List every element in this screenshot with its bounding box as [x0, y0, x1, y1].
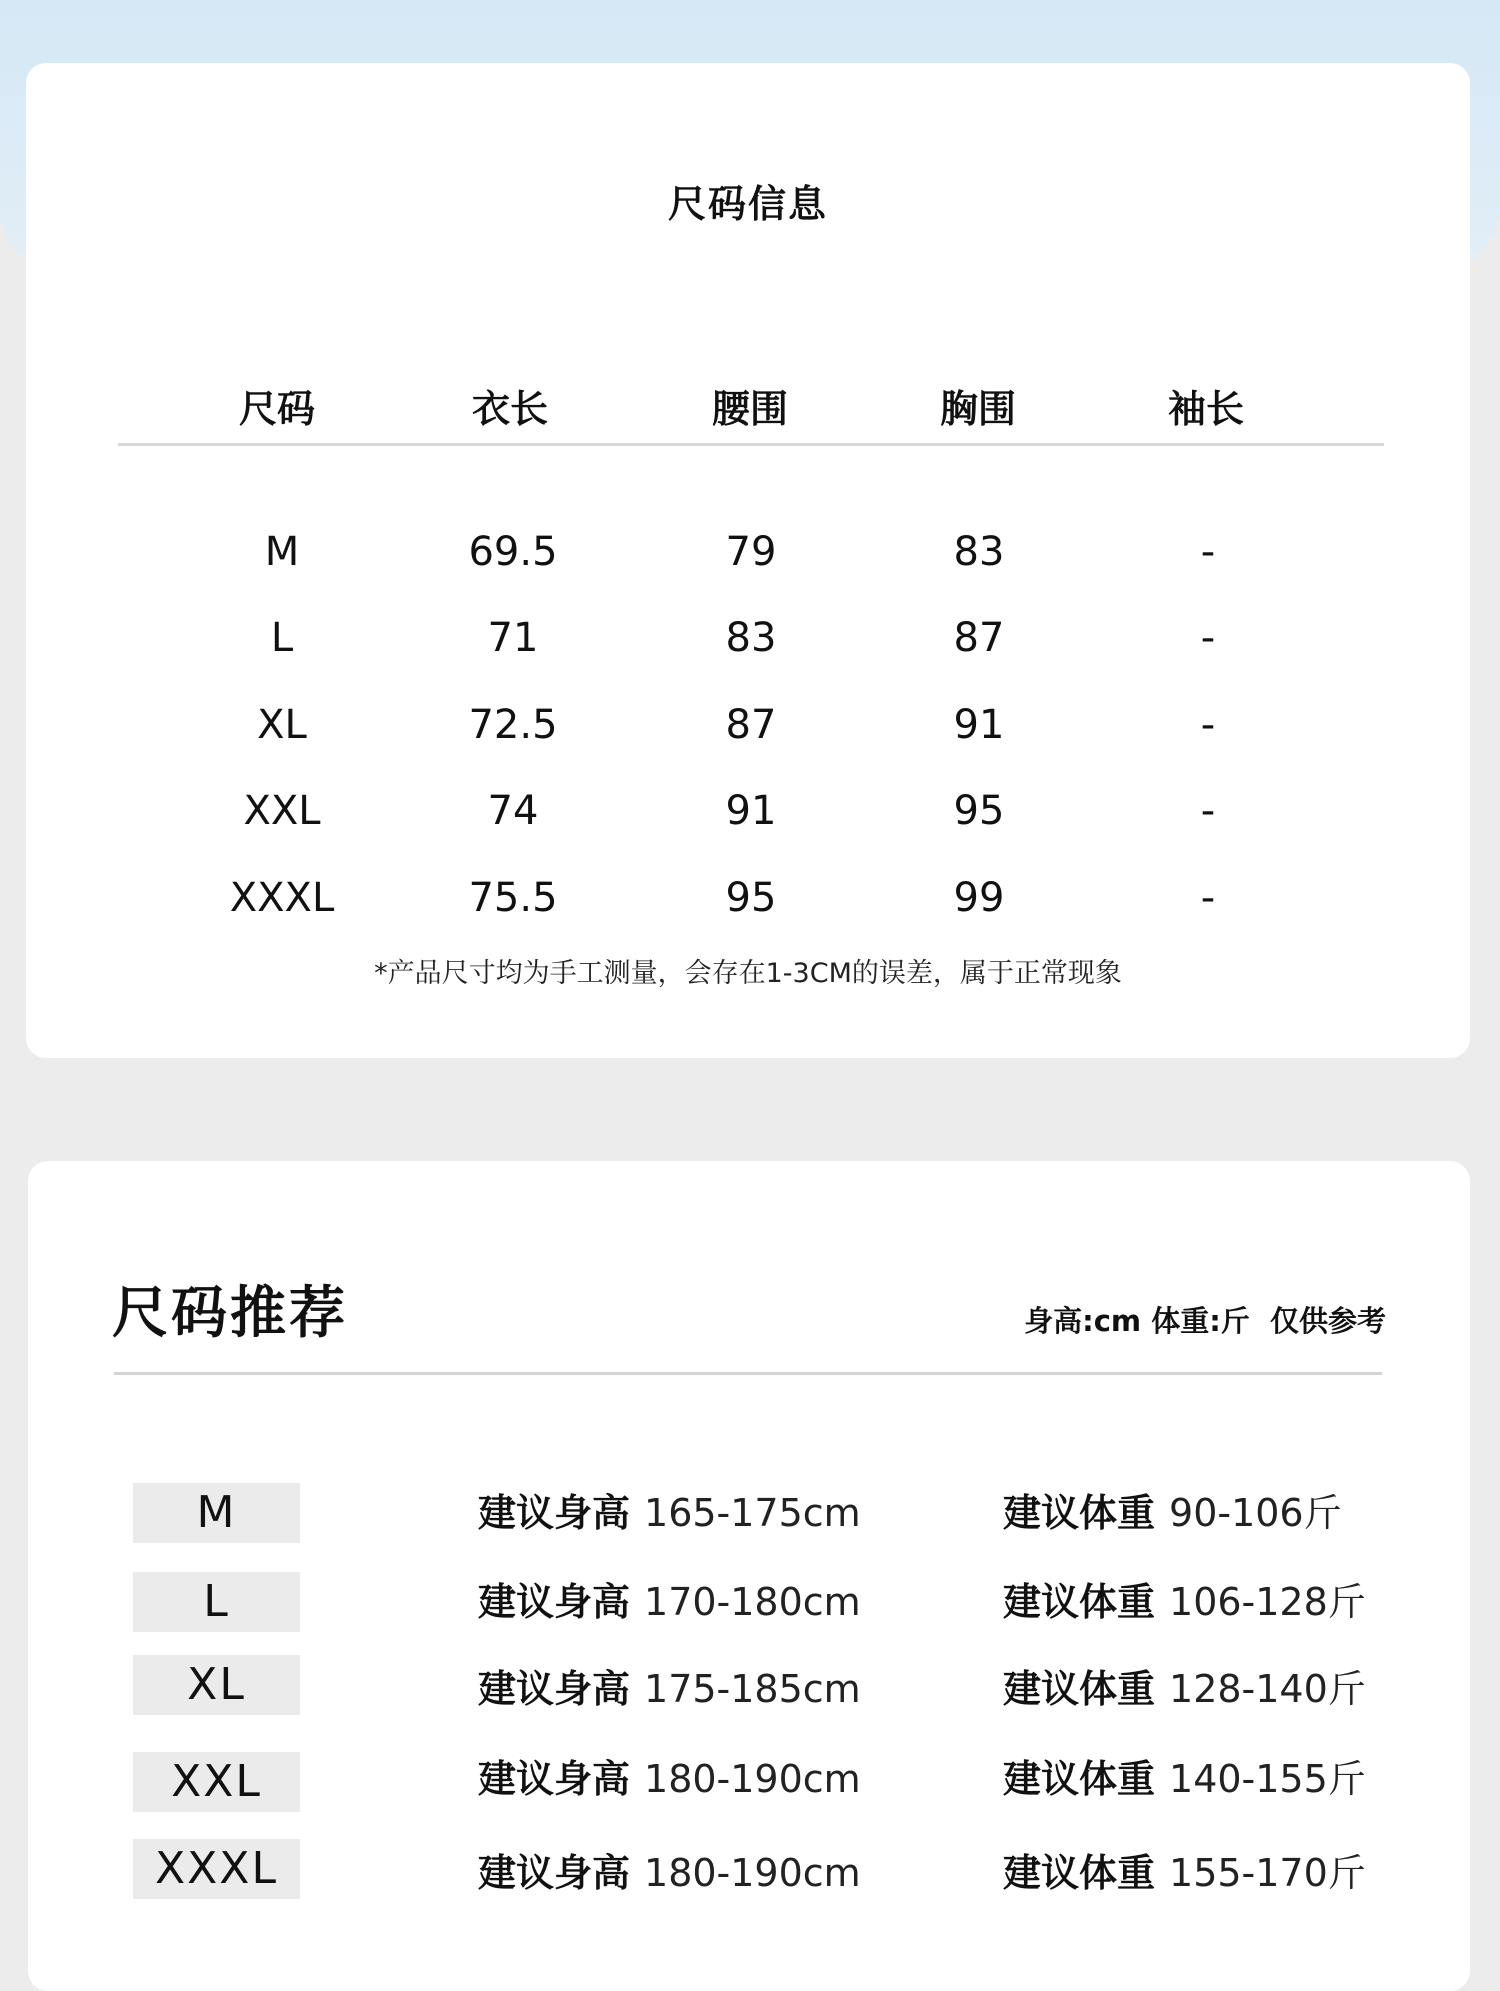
cell-size: XXL	[243, 788, 321, 834]
height-value: 175-185cm	[644, 1667, 861, 1711]
cell-waist: 91	[725, 788, 777, 834]
height-value: 180-190cm	[644, 1851, 861, 1895]
table-row	[26, 608, 1470, 668]
weight-suggestion	[1003, 1659, 1366, 1719]
weight-label: 建议体重	[1003, 1667, 1156, 1711]
cell-chest: 91	[953, 702, 1005, 748]
size-badge: XXXL	[133, 1839, 300, 1899]
recommend-divider	[114, 1372, 1382, 1375]
weight-label: 建议体重	[1003, 1851, 1156, 1895]
cell-size: XL	[257, 702, 307, 748]
table-row	[26, 781, 1470, 841]
height-label: 建议身高	[478, 1757, 631, 1801]
size-info-card	[26, 63, 1470, 1058]
table-divider	[118, 443, 1384, 446]
table-row	[26, 522, 1470, 582]
cell-sleeve: -	[1200, 702, 1216, 748]
recommend-row	[28, 1483, 1470, 1547]
height-label: 建议身高	[478, 1491, 631, 1535]
cell-waist: 79	[725, 529, 777, 575]
cell-waist: 83	[725, 615, 777, 661]
weight-value: 90-106斤	[1169, 1491, 1342, 1535]
cell-chest: 95	[953, 788, 1005, 834]
cell-sleeve: -	[1200, 529, 1216, 575]
height-suggestion	[478, 1572, 861, 1632]
size-badge: M	[133, 1483, 300, 1543]
measurement-note: *产品尺寸均为手工测量，会存在1-3CM的误差，属于正常现象	[374, 958, 1122, 989]
cell-length: 75.5	[468, 875, 558, 921]
height-label: 建议身高	[478, 1580, 631, 1624]
recommend-row	[28, 1839, 1470, 1903]
height-value: 165-175cm	[644, 1491, 861, 1535]
cell-chest: 87	[953, 615, 1005, 661]
table-row	[26, 868, 1470, 928]
recommend-row	[28, 1752, 1470, 1816]
weight-value: 155-170斤	[1169, 1851, 1366, 1895]
weight-suggestion	[1003, 1843, 1366, 1903]
cell-sleeve: -	[1200, 788, 1216, 834]
cell-size: M	[264, 529, 300, 575]
table-row	[26, 695, 1470, 755]
cell-length: 74	[487, 788, 539, 834]
height-suggestion	[478, 1659, 861, 1719]
weight-label: 建议体重	[1003, 1580, 1156, 1624]
cell-sleeve: -	[1200, 875, 1216, 921]
weight-suggestion	[1003, 1749, 1366, 1809]
header-chest: 胸围	[939, 387, 1016, 431]
height-suggestion	[478, 1843, 861, 1903]
header-waist: 腰围	[711, 387, 788, 431]
size-recommend-title: 尺码推荐	[112, 1281, 348, 1346]
size-info-title: 尺码信息	[667, 182, 828, 226]
weight-label: 建议体重	[1003, 1491, 1156, 1535]
recommend-row	[28, 1572, 1470, 1636]
weight-suggestion	[1003, 1483, 1342, 1543]
cell-length: 72.5	[468, 702, 558, 748]
weight-suggestion	[1003, 1572, 1366, 1632]
cell-waist: 87	[725, 702, 777, 748]
height-label: 建议身高	[478, 1667, 631, 1711]
size-badge: XL	[133, 1655, 300, 1715]
cell-chest: 83	[953, 529, 1005, 575]
unit-note: 身高:cm 体重:斤 仅供参考	[1024, 1304, 1386, 1338]
weight-label: 建议体重	[1003, 1757, 1156, 1801]
header-length: 衣长	[471, 387, 548, 431]
size-table-header	[26, 379, 1470, 439]
height-value: 180-190cm	[644, 1757, 861, 1801]
height-value: 170-180cm	[644, 1580, 861, 1624]
header-sleeve: 袖长	[1167, 387, 1244, 431]
height-label: 建议身高	[478, 1851, 631, 1895]
height-suggestion	[478, 1483, 861, 1543]
cell-size: L	[270, 615, 294, 661]
weight-value: 140-155斤	[1169, 1757, 1366, 1801]
weight-value: 106-128斤	[1169, 1580, 1366, 1624]
size-recommend-card	[28, 1161, 1470, 1991]
height-suggestion	[478, 1749, 861, 1809]
cell-chest: 99	[953, 875, 1005, 921]
cell-waist: 95	[725, 875, 777, 921]
cell-sleeve: -	[1200, 615, 1216, 661]
size-badge: L	[133, 1572, 300, 1632]
weight-value: 128-140斤	[1169, 1667, 1366, 1711]
cell-length: 71	[487, 615, 539, 661]
cell-size: XXXL	[229, 875, 335, 921]
cell-length: 69.5	[468, 529, 558, 575]
recommend-row	[28, 1655, 1470, 1719]
size-badge: XXL	[133, 1752, 300, 1812]
header-size: 尺码	[238, 387, 315, 431]
